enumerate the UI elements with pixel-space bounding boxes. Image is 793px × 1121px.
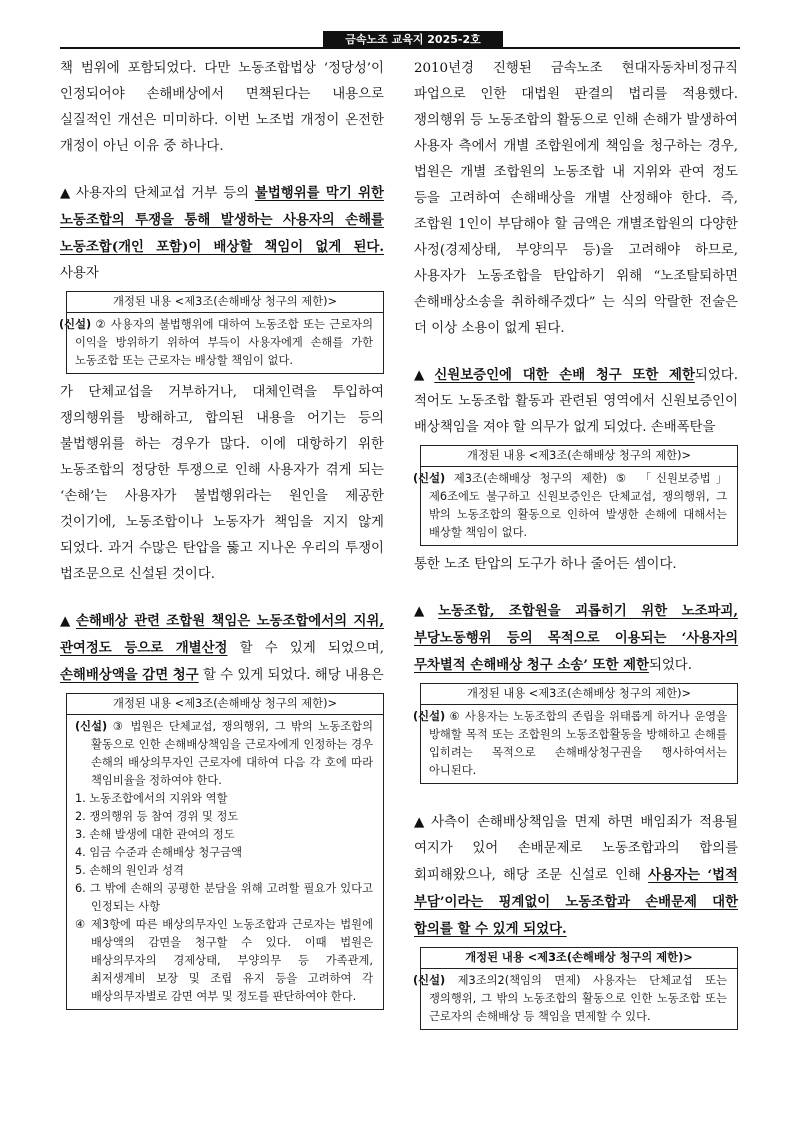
section-heading: ▲ 손해배상 관련 조합원 책임은 노동조합에서의 지위, 관여정도 등으로 개별산정 할 수 있게 되었으며, 손해배상액을 감면 청구 할 수 있게 되었다. 해당 내용은	[60, 613, 384, 683]
section-heading: ▲ 사측이 손해배상책임을 면제 하면 배임죄가 적용될 여지가 있어 손배문제로 노동조합과의 합의를 회피해왔으나, 해당 조문 신설로 인해 사용자는 ‘법적 부담’이라는 핑계없이 노동조합과 손배문제 대한 합의를 할 수 있게 되었다.	[414, 815, 738, 937]
box-title: 개정된 내용 <제3조(손해배상 청구의 제한)>	[421, 684, 737, 705]
section-heading: ▲ 노동조합, 조합원을 괴롭히기 위한 노조파괴, 부당노동행위 등의 목적으로 이용되는 ‘사용자의 무차별적 손해배상 청구 소송’ 또한 제한되었다.	[414, 603, 738, 673]
list-item: 4. 임금 수준과 손해배상 청구금액	[75, 846, 243, 859]
box-title: 개정된 내용 <제3조(손해배상 청구의 제한)>	[421, 948, 737, 969]
issue-label: 금속노조 교육지 2025-2호 (2025.9.3.)	[323, 31, 503, 48]
box-body: (신설) 제3조(손해배상 청구의 제한) ⑤ 「신원보증법」 제6조에도 불구하고 신원보증인은 단체교섭, 쟁의행위, 그 밖의 노동조합의 활동으로 인하여 발생한 손해에 대해서는 배상할 책임이 없다.	[413, 472, 727, 539]
emphasis: 손해배상액을 감면 청구	[60, 667, 199, 683]
amendment-box	[413, 445, 738, 546]
left-column	[60, 56, 384, 1016]
box-body: (신설) ② 사용자의 불법행위에 대하여 노동조합 또는 근로자의 이익을 방위하기 위하여 부득이 사용자에게 손해를 가한 노동조합 또는 근로자는 배상할 책임이 없다.	[59, 318, 373, 367]
paragraph: 통한 노조 탄압의 도구가 하나 줄어든 셈이다.	[414, 557, 677, 572]
triangle-marker-icon: ▲	[60, 186, 72, 201]
list-item: 5. 손해의 원인과 성격	[75, 864, 184, 877]
list-item: ④ 제3항에 따른 배상의무자인 노동조합과 근로자는 법원에 배상액의 감면을 청구할 수 있다. 이때 법원은 배상의무자의 경제상태, 부양의무 등 가족관계, 최저생계비 보장 및 조립 유지 등을 고려하여 각 배상의무자별로 감면 여부 및 정도를 판단하여야 한다.	[75, 918, 373, 1003]
emphasis: 손해배상 관련 조합원 책임은 노동조합에서의 지위, 관여정도 등으로 개별산정	[60, 613, 384, 656]
section-heading: ▲ 신원보증인에 대한 손배 청구 또한 제한되었다. 적어도 노동조합 활동과 관련된 영역에서 신원보증인이 배상책임을 져야 할 의무가 없게 되었다. 손배폭탄을	[414, 367, 738, 435]
list-item: 6. 그 밖에 손해의 공평한 분담을 위해 고려할 필요가 있다고 인정되는 사항	[75, 882, 373, 913]
box-body: (신설) ③ 법원은 단체교섭, 쟁의행위, 그 밖의 노동조합의 활동으로 인한 손해배상책임을 근로자에게 인정하는 경우 손해의 배상의무자인 근로자에 대하여 다음 각 호에 따라 책임비율을 정하여야 한다. 1. 노동조합에서의 지위와 역할 2. 쟁의행위 등 참여 경위 및 정도 3. 손해 발생에 대한 관여의 정도 4. 임금 수준과 손해배상 청구금액 5. 손해의 원인과 성격 6. 그 밖에 손해의 공평한 분담을 위해 고려할 필요가 있다고 인정되는 사항 ④ 제3항에 따른 배상의무자인 노동조합과 근로자는 법원에 배상액의 감면을 청구할 수 있다. 이때 법원은 배상의무자의 경제상태, 부양의무 등 가족관계, 최저생계비 보장 및 조립 유지 등을 고려하여 각 배상의무자별로 감면 여부 및 정도를 판단하여야 한다.	[67, 715, 383, 1009]
box-title: 개정된 내용 <제3조(손해배상 청구의 제한)>	[67, 694, 383, 715]
box-title: 개정된 내용 <제3조(손해배상 청구의 제한)>	[421, 446, 737, 467]
amendment-box	[413, 683, 738, 784]
triangle-marker-icon: ▲	[414, 368, 431, 383]
emphasis: 노동조합, 조합원을 괴롭히기 위한 노조파괴, 부당노동행위 등의 목적으로 이용되는 ‘사용자의 무차별적 손해배상 청구 소송’ 또한 제한	[414, 603, 738, 673]
right-column	[414, 56, 738, 1036]
emphasis: 사용자는 ‘법적 부담’이라는 핑계없이 노동조합과 손배문제 대한 합의를 할 수 있게 되었다.	[414, 867, 738, 937]
amendment-box	[59, 291, 384, 374]
list-item: 1. 노동조합에서의 지위와 역할	[75, 792, 228, 805]
paragraph: 가 단체교섭을 거부하거나, 대체인력을 투입하여 쟁의행위를 방해하고, 합의된 내용을 어기는 등의 불법행위를 하는 경우가 많다. 이에 대항하기 위한 노동조합의 정당한 투쟁으로 인해 사용자가 겪게 되는 ‘손해’는 사용자가 불법행위라는 원인을 제공한 것이기에, 노동조합이나 노동자가 책임을 지지 않게 되었다. 과거 수많은 탄압을 뚫고 지나온 우리의 투쟁이 법조문으로 신설된 것이다.	[60, 385, 384, 582]
box-title: 개정된 내용 <제3조(손해배상 청구의 제한)>	[67, 292, 383, 313]
list-item: 3. 손해 발생에 대한 관여의 정도	[75, 828, 235, 841]
list-item: 2. 쟁의행위 등 참여 경위 및 정도	[75, 810, 239, 823]
amendment-box	[66, 693, 384, 1010]
paragraph: 2010년경 진행된 금속노조 현대자동차비정규직 파업으로 인한 대법원 판결의 법리를 적용했다. 쟁의행위 등 노동조합의 활동으로 인해 손해가 발생하여 사용자 측에서 개별 조합원에게 책임을 청구하는 경우, 법원은 개별 조합원의 노동조합 내 지위와 관여 정도 등을 고려하여 손해배상을 개별 산정해야 한다. 즉, 조합원 1인이 부담해야 할 금액은 개별조합원의 다양한 사정(경제상태, 부양의무 등)을 고려해야 하므로, 사용자가 노동조합을 탄압하기 위해 “노조탈퇴하면 손해배상소송을 취하해주겠다” 는 식의 악랄한 전술은 더 이상 소용이 없게 된다.	[414, 61, 738, 336]
emphasis: 불법행위를 막기 위한 노동조합의 투쟁을 통해 발생하는 사용자의 손해를 노동조합(개인 포함)이 배상할 책임이 없게 된다.	[60, 185, 384, 255]
amendment-box	[413, 947, 738, 1030]
paragraph: 책 범위에 포함되었다. 다만 노동조합법상 ‘정당성’이 인정되어야 손해배상에서 면책된다는 내용으로 실질적인 개선은 미미하다. 이번 노조법 개정이 온전한 개정이 아닌 이유 중 하나다.	[60, 61, 384, 154]
triangle-marker-icon: ▲	[60, 614, 72, 629]
box-body: (신설) ⑥ 사용자는 노동조합의 존립을 위태롭게 하거나 운영을 방해할 목적 또는 조합원의 노동조합활동을 방해하고 손해를 입히려는 목적으로 손해배상청구권을 행사하여서는 아니된다.	[413, 710, 727, 777]
triangle-marker-icon: ▲	[414, 815, 428, 830]
emphasis: 신원보증인에 대한 손배 청구 또한 제한	[434, 367, 695, 383]
triangle-marker-icon: ▲	[414, 604, 435, 619]
section-heading: ▲ 사용자의 단체교섭 거부 등의 불법행위를 막기 위한 노동조합의 투쟁을 통해 발생하는 사용자의 손해를 노동조합(개인 포함)이 배상할 책임이 없게 된다. 사용자	[60, 185, 384, 281]
box-body: (신설) 제3조의2(책임의 면제) 사용자는 단체교섭 또는 쟁의행위, 그 밖의 노동조합의 활동으로 인한 노동조합 또는 근로자의 손해배상 등 책임을 면제할 수 있다.	[413, 974, 727, 1023]
